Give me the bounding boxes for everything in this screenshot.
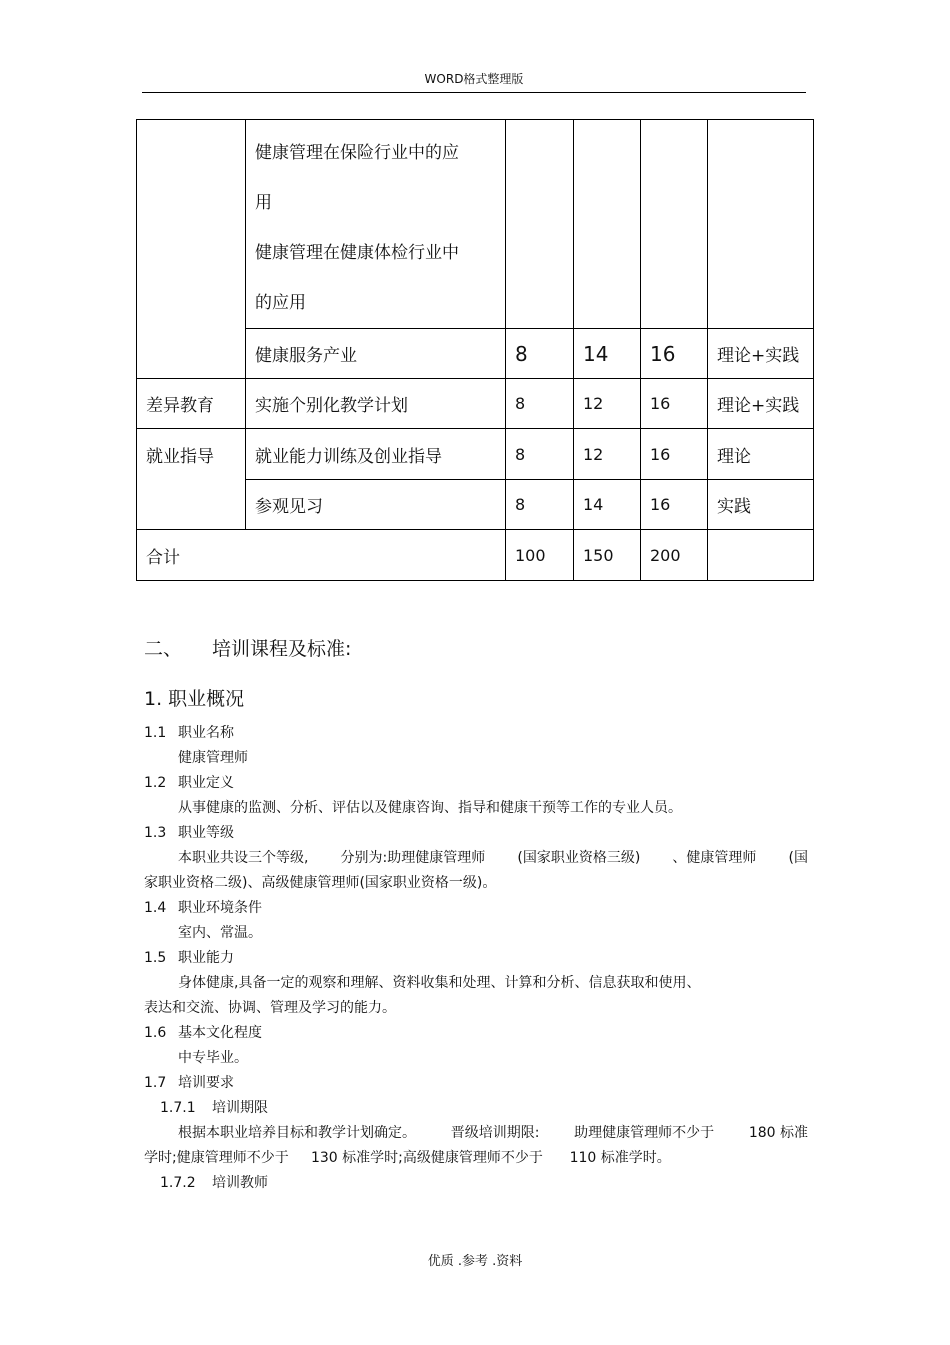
table-cell-value: 150	[574, 530, 641, 581]
cell-line: 健康管理在保险行业中的应	[255, 143, 459, 163]
item-heading	[144, 1021, 808, 1046]
text-segment: (国	[788, 850, 808, 866]
table-cell-empty	[574, 120, 641, 329]
text-segment: 110 标准学时。	[569, 1150, 671, 1166]
item-text: 从事健康的监测、分析、评估以及健康咨询、指导和健康干预等工作的专业人员。	[178, 800, 682, 816]
item-number: 1.1	[144, 725, 167, 741]
cell-line: 的应用	[255, 293, 306, 313]
table-cell-value: 8	[506, 480, 574, 530]
item-heading	[144, 1096, 808, 1121]
table-cell-type: 理论+实践	[708, 379, 814, 429]
page-footer: 优质 .参考 .资料	[427, 1254, 523, 1269]
item-number: 1.2	[144, 775, 167, 791]
item-title: 培训教师	[212, 1175, 268, 1191]
item-heading	[144, 821, 808, 846]
table-cell-empty	[137, 120, 246, 379]
item-number: 1.7.2	[160, 1175, 196, 1191]
item-heading	[144, 946, 808, 971]
table-cell-category: 差异教育	[137, 379, 246, 429]
cell-line: 健康管理在健康体检行业中	[255, 243, 459, 263]
table-cell-course	[246, 120, 506, 329]
item-text: 身体健康,具备一定的观察和理解、资料收集和处理、计算和分析、信息获取和使用、	[178, 975, 701, 991]
course-table	[136, 119, 814, 581]
item-heading	[144, 771, 808, 796]
table-cell-empty	[506, 120, 574, 329]
table-cell-empty	[641, 120, 708, 329]
item-heading	[144, 1171, 808, 1196]
item-text: 表达和交流、协调、管理及学习的能力。	[144, 1000, 396, 1016]
item-number: 1.6	[144, 1025, 167, 1041]
item-heading	[144, 896, 808, 921]
table-cell-value: 16	[641, 480, 708, 530]
table-cell-course: 实施个别化教学计划	[246, 379, 506, 429]
section-number: 二、	[144, 638, 183, 660]
page-header: WORD格式整理版	[424, 72, 524, 86]
table-cell-type: 理论	[708, 429, 814, 480]
text-segment: (国家职业资格三级)	[517, 850, 641, 866]
item-text: 中专毕业。	[178, 1050, 248, 1066]
item-text	[144, 846, 808, 871]
table-cell-value: 8	[506, 429, 574, 480]
text-segment: 学时;健康管理师不少于	[144, 1150, 289, 1166]
text-segment: 180 标准	[748, 1125, 808, 1141]
table-cell-type: 实践	[708, 480, 814, 530]
section-title: 培训课程及标准:	[212, 638, 352, 660]
item-text: 家职业资格二级)、高级健康管理师(国家职业资格一级)。	[144, 875, 497, 891]
table-cell-value: 16	[641, 379, 708, 429]
table-cell-total-label: 合计	[137, 530, 506, 581]
text-segment: 本职业共设三个等级,	[178, 850, 309, 866]
table-cell-empty	[708, 120, 814, 329]
item-title: 职业环境条件	[178, 900, 262, 916]
table-cell-value: 8	[506, 379, 574, 429]
table-cell-value: 16	[641, 329, 708, 379]
text-segment: 晋级培训期限:	[450, 1125, 540, 1141]
table-cell-value: 200	[641, 530, 708, 581]
table-cell-course: 就业能力训练及创业指导	[246, 429, 506, 480]
item-number: 1.7.1	[160, 1100, 196, 1116]
table-cell-value: 16	[641, 429, 708, 480]
table-cell-type: 理论+实践	[708, 329, 814, 379]
table-row	[137, 120, 814, 329]
text-segment: 助理健康管理师不少于	[574, 1125, 715, 1141]
subsection-heading: 1. 职业概况	[144, 688, 245, 710]
table-cell-course: 健康服务产业	[246, 329, 506, 379]
table-cell-category: 就业指导	[137, 429, 246, 530]
table-row-total	[137, 530, 814, 581]
text-segment: 130 标准学时;高级健康管理师不少于	[310, 1150, 543, 1166]
table-cell-empty	[708, 530, 814, 581]
header-rule	[142, 92, 806, 93]
table-row	[137, 429, 814, 480]
item-title: 职业定义	[178, 775, 234, 791]
table-cell-value: 14	[574, 329, 641, 379]
item-text: 室内、常温。	[178, 925, 262, 941]
section-heading	[144, 634, 351, 661]
item-title: 职业名称	[178, 725, 234, 741]
table-cell-value: 12	[574, 429, 641, 480]
item-text: 健康管理师	[178, 750, 248, 766]
item-title: 培训期限	[212, 1100, 268, 1116]
item-text	[144, 1146, 808, 1171]
item-title: 职业等级	[178, 825, 234, 841]
text-segment: 、健康管理师	[672, 850, 757, 866]
item-number: 1.7	[144, 1075, 167, 1091]
table-cell-value: 100	[506, 530, 574, 581]
document-body	[144, 721, 808, 1196]
item-heading	[144, 1071, 808, 1096]
item-title: 基本文化程度	[178, 1025, 262, 1041]
table-cell-value: 8	[506, 329, 574, 379]
table-cell-course: 参观见习	[246, 480, 506, 530]
table-cell-value: 14	[574, 480, 641, 530]
item-title: 培训要求	[178, 1075, 234, 1091]
item-heading	[144, 721, 808, 746]
item-number: 1.4	[144, 900, 167, 916]
item-number: 1.3	[144, 825, 167, 841]
table-row	[137, 379, 814, 429]
item-title: 职业能力	[178, 950, 234, 966]
text-segment: 分别为:助理健康管理师	[340, 850, 486, 866]
item-text	[144, 1121, 808, 1146]
cell-line: 用	[255, 193, 272, 213]
text-segment: 根据本职业培养目标和教学计划确定。	[178, 1125, 416, 1141]
table-cell-value: 12	[574, 379, 641, 429]
item-number: 1.5	[144, 950, 167, 966]
